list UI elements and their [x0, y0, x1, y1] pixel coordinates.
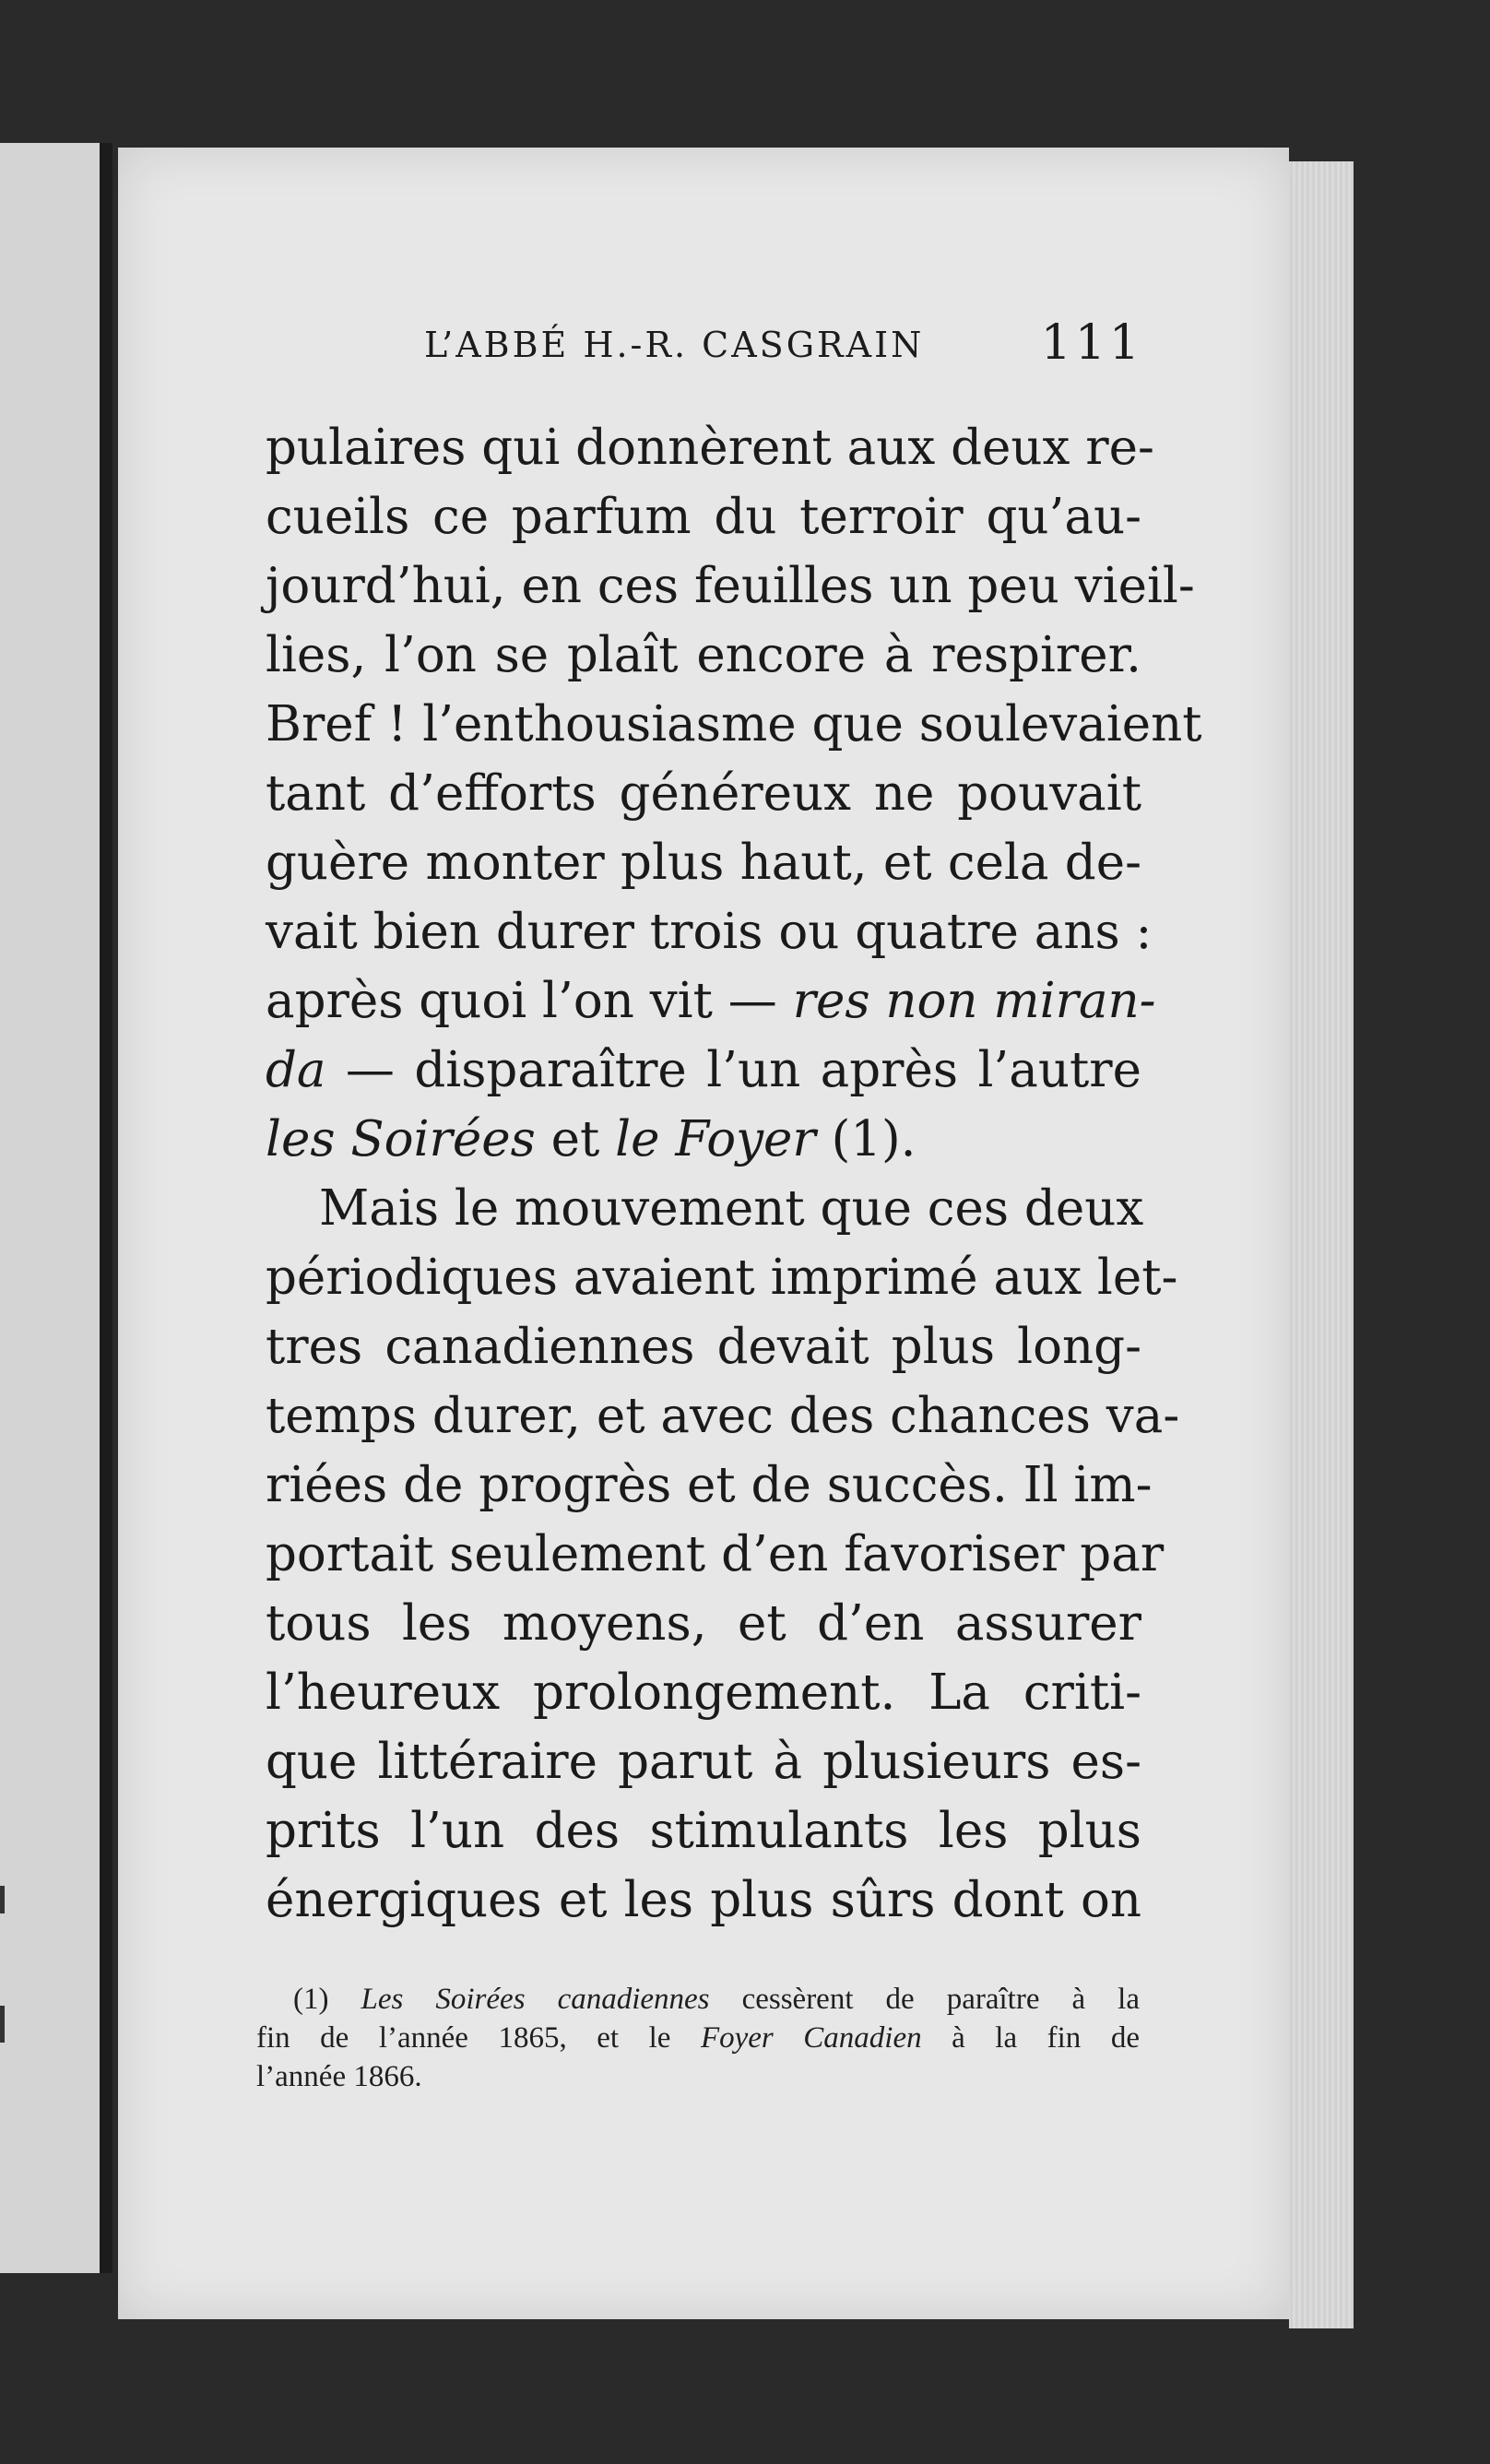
facing-page-edge: [0, 143, 112, 2273]
text-span: cessèrent de paraître à la: [709, 1983, 1140, 2016]
text-line: l’heureux prolongement. La criti-: [266, 1664, 1141, 1721]
page-number: 111: [1040, 315, 1143, 371]
latin-phrase: da: [266, 1042, 326, 1098]
footnote-title: Les Soirées canadiennes: [361, 1983, 710, 2016]
footnote-ref: (1).: [815, 1111, 916, 1167]
text-span: et: [535, 1111, 616, 1167]
text-line: temps durer, et avec des chances va-: [266, 1388, 1180, 1444]
text-span: — disparaître l’un après l’autre: [325, 1042, 1141, 1098]
running-head: L’ABBÉ H.-R. CASGRAIN: [424, 325, 925, 365]
text-line: portait seulement d’en favoriser par: [266, 1526, 1165, 1582]
text-line: pulaires qui donnèrent aux deux re-: [266, 420, 1154, 476]
text-line: lies, l’on se plaît encore à respirer.: [266, 627, 1141, 683]
text-line: périodiques avaient imprimé aux let-: [266, 1250, 1178, 1306]
facing-page-mark: [0, 1886, 5, 1913]
title-soirees: les Soirées: [266, 1111, 536, 1167]
text-line: tres canadiennes devait plus long-: [266, 1319, 1141, 1375]
text-span: à la fin de: [921, 2021, 1140, 2055]
text-line: énergiques et les plus sûrs dont on: [266, 1872, 1141, 1928]
text-line: vait bien durer trois ou quatre ans :: [266, 904, 1153, 960]
text-line: tous les moyens, et d’en assurer: [266, 1595, 1141, 1652]
text-line: [266, 966, 1156, 1036]
title-foyer: le Foyer: [615, 1111, 816, 1167]
page-stack-edge: [1289, 161, 1354, 2328]
footnote-marker: (1): [293, 1983, 361, 2016]
body-text: [266, 413, 1202, 1935]
text-line: guère monter plus haut, et cela de-: [266, 835, 1141, 891]
footnote-title: Foyer Canadien: [700, 2021, 922, 2055]
text-line: jourd’hui, en ces feuilles un peu vieil-: [266, 558, 1195, 614]
text-line: Mais le mouvement que ces deux: [319, 1180, 1144, 1237]
text-line: riées de progrès et de succès. Il im-: [266, 1457, 1153, 1513]
text-line: Bref ! l’enthousiasme que soulevaient: [266, 696, 1202, 752]
text-span: après quoi l’on vit —: [266, 973, 793, 1029]
text-line: cueils ce parfum du terroir qu’au-: [266, 489, 1141, 545]
footnote: [256, 1980, 1140, 2096]
latin-phrase: res non miran-: [792, 973, 1156, 1029]
text-line: que littéraire parut à plusieurs es-: [266, 1734, 1141, 1790]
text-line: [266, 1105, 1141, 1174]
footnote-line: [256, 1980, 1140, 2019]
text-line: prits l’un des stimulants les plus: [266, 1803, 1141, 1859]
text-span: fin de l’année 1865, et le: [256, 2021, 701, 2055]
text-line: tant d’efforts généreux ne pouvait: [266, 765, 1141, 822]
facing-page-mark: [0, 2006, 5, 2043]
page-header: [424, 315, 1143, 376]
text-line: [266, 1036, 1141, 1105]
footnote-line: l’année 1866.: [256, 2060, 422, 2093]
footnote-line: [256, 2019, 1140, 2057]
